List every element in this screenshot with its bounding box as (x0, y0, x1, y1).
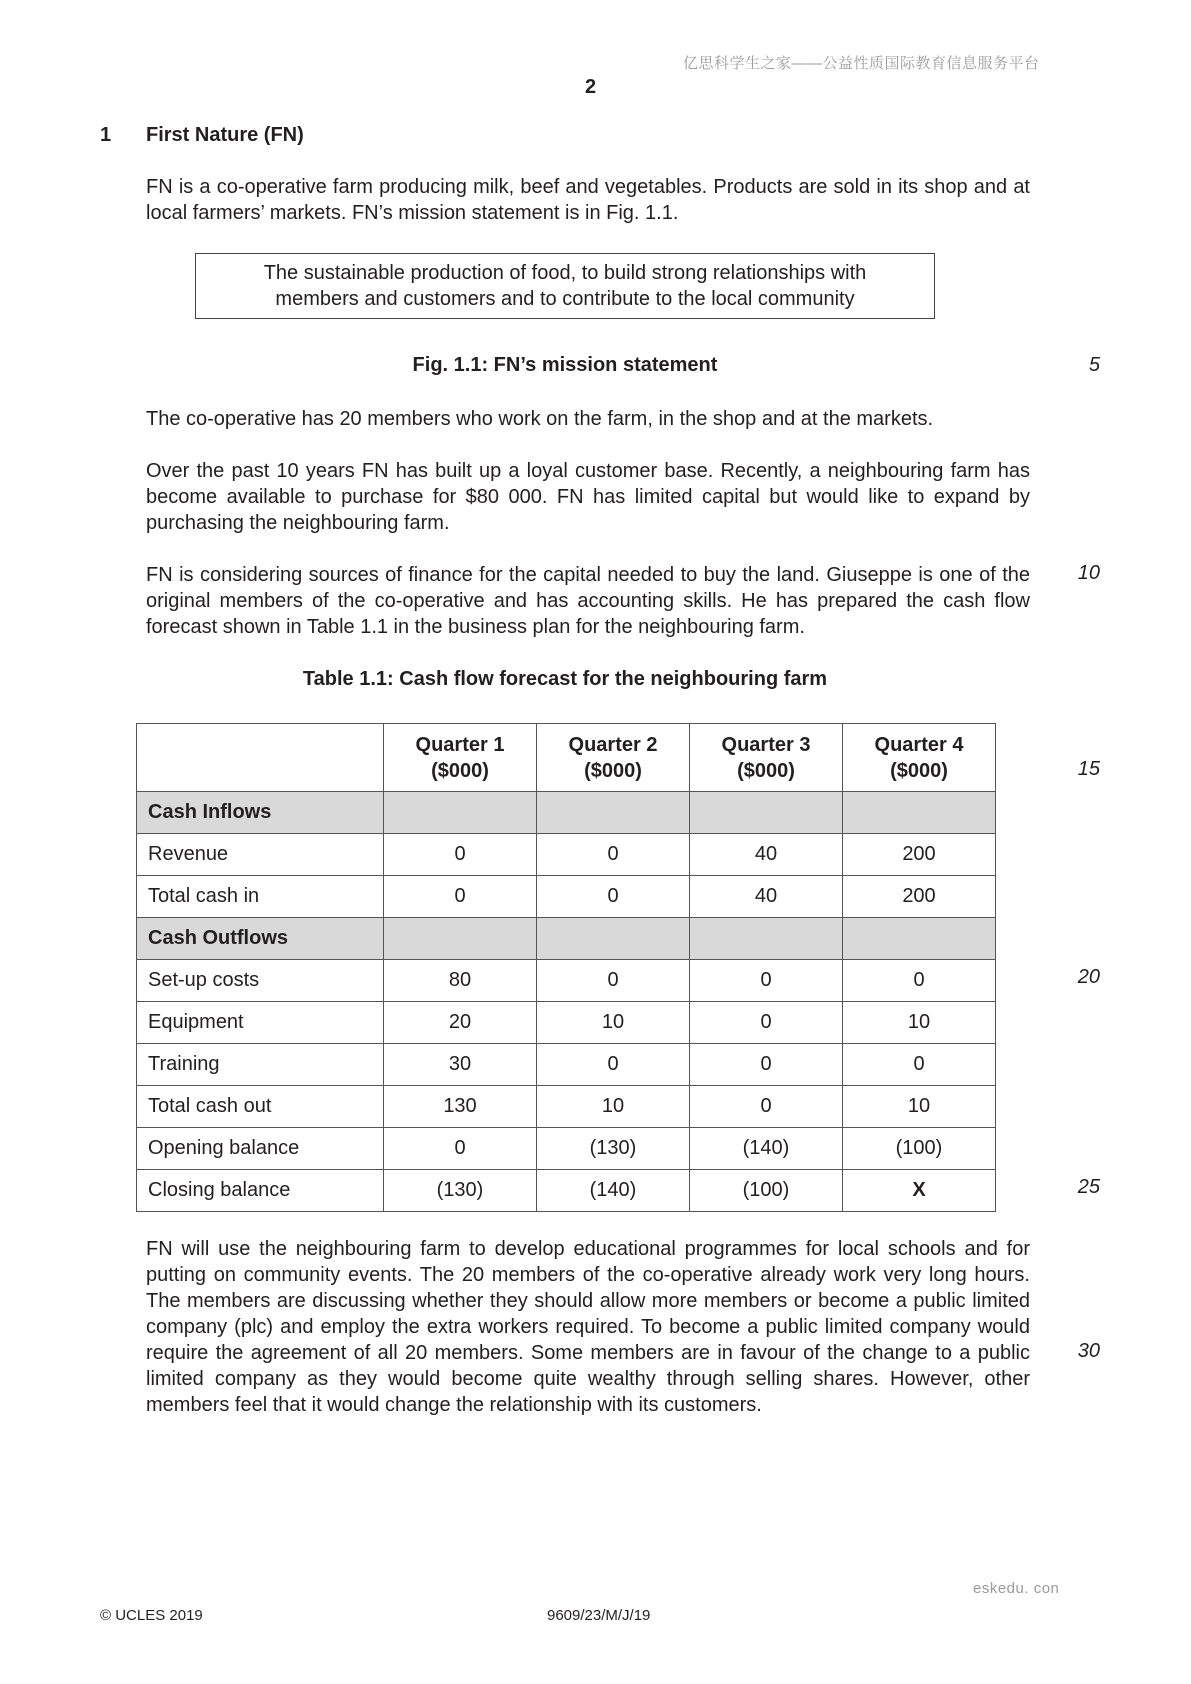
line-number-10: 10 (1077, 562, 1100, 584)
intro-paragraph: FN is a co-operative farm producing milk, beef and vegetables. Products are sold in its shop and at local farmers’ markets. FN’s mission statement is in Fig. 1.1. (146, 176, 1030, 224)
table-header-empty (137, 724, 384, 792)
line-number-25: 25 (1077, 1176, 1100, 1198)
table-row-revenue: Revenue 0 0 40 200 (137, 834, 996, 876)
table-header-q4: Quarter 4 ($000) (843, 724, 996, 792)
finance-paragraph: FN is considering sources of finance for the capital needed to buy the land. Giuseppe is one of the original members of the co-operative and has accounting skills. He has prepared the cash flow forecast shown in Table 1.1 in the business plan for the neighbouring farm. (146, 564, 1030, 638)
table-header-q3: Quarter 3 ($000) (690, 724, 843, 792)
table-header-row (137, 724, 996, 792)
table-row-closing-balance: Closing balance (130) (140) (100) X (137, 1170, 996, 1212)
table-row-total-cash-out: Total cash out 130 10 0 10 (137, 1086, 996, 1128)
expansion-paragraph: Over the past 10 years FN has built up a loyal customer base. Recently, a neighbouring farm has become available to purchase for $80 000. FN has limited capital but would like to expand by purchasing the neighbouring farm. (146, 460, 1030, 534)
figure-caption: Fig. 1.1: FN’s mission statement (412, 354, 718, 376)
table-row-cash-outflows: Cash Outflows (137, 918, 996, 960)
line-number-30: 30 (1077, 1340, 1100, 1362)
members-paragraph: The co-operative has 20 members who work on the farm, in the shop and at the markets. (146, 408, 934, 430)
mission-statement-box (195, 253, 935, 319)
question-number: 1 (100, 124, 112, 146)
line-number-15: 15 (1077, 758, 1100, 780)
line-number-20: 20 (1077, 966, 1100, 988)
question-title: First Nature (FN) (146, 124, 304, 146)
table-row-set-up-costs: Set-up costs 80 0 0 0 (137, 960, 996, 1002)
table-header-q1: Quarter 1 ($000) (384, 724, 537, 792)
table-caption: Table 1.1: Cash flow forecast for the neighbouring farm (302, 668, 828, 690)
unknown-closing-balance-x: X (843, 1170, 996, 1212)
footer-copyright: © UCLES 2019 (100, 1607, 203, 1624)
mission-line-1: The sustainable production of food, to build strong relationships with (263, 262, 867, 284)
table-row-cash-inflows: Cash Inflows (137, 792, 996, 834)
line-number-5: 5 (1088, 354, 1100, 376)
mission-line-2: members and customers and to contribute to the local community (275, 288, 855, 310)
education-paragraph: FN will use the neighbouring farm to develop educational programmes for local schools and for putting on community events. The 20 members of the co-operative already work very long hours. The members are discussing whether they should allow more members or become a public limited company (plc) and employ the extra workers required. To become a public limited company would require the agreement of all 20 members. Some members are in favour of the change to a public limited company as they would become quite wealthy through selling shares. However, other members feel that it would change the relationship with its customers. (146, 1238, 1030, 1416)
table-row-equipment: Equipment 20 10 0 10 (137, 1002, 996, 1044)
table-row-opening-balance: Opening balance 0 (130) (140) (100) (137, 1128, 996, 1170)
page-number: 2 (585, 76, 597, 98)
header-watermark: 亿思科学生之家——公益性质国际教育信息服务平台 (683, 55, 1040, 72)
cash-flow-table (136, 723, 996, 1212)
table-row-training: Training 30 0 0 0 (137, 1044, 996, 1086)
table-header-q2: Quarter 2 ($000) (537, 724, 690, 792)
footer-watermark: eskedu. con (973, 1580, 1060, 1597)
footer-paper-code: 9609/23/M/J/19 (547, 1607, 651, 1624)
table-row-total-cash-in: Total cash in 0 0 40 200 (137, 876, 996, 918)
